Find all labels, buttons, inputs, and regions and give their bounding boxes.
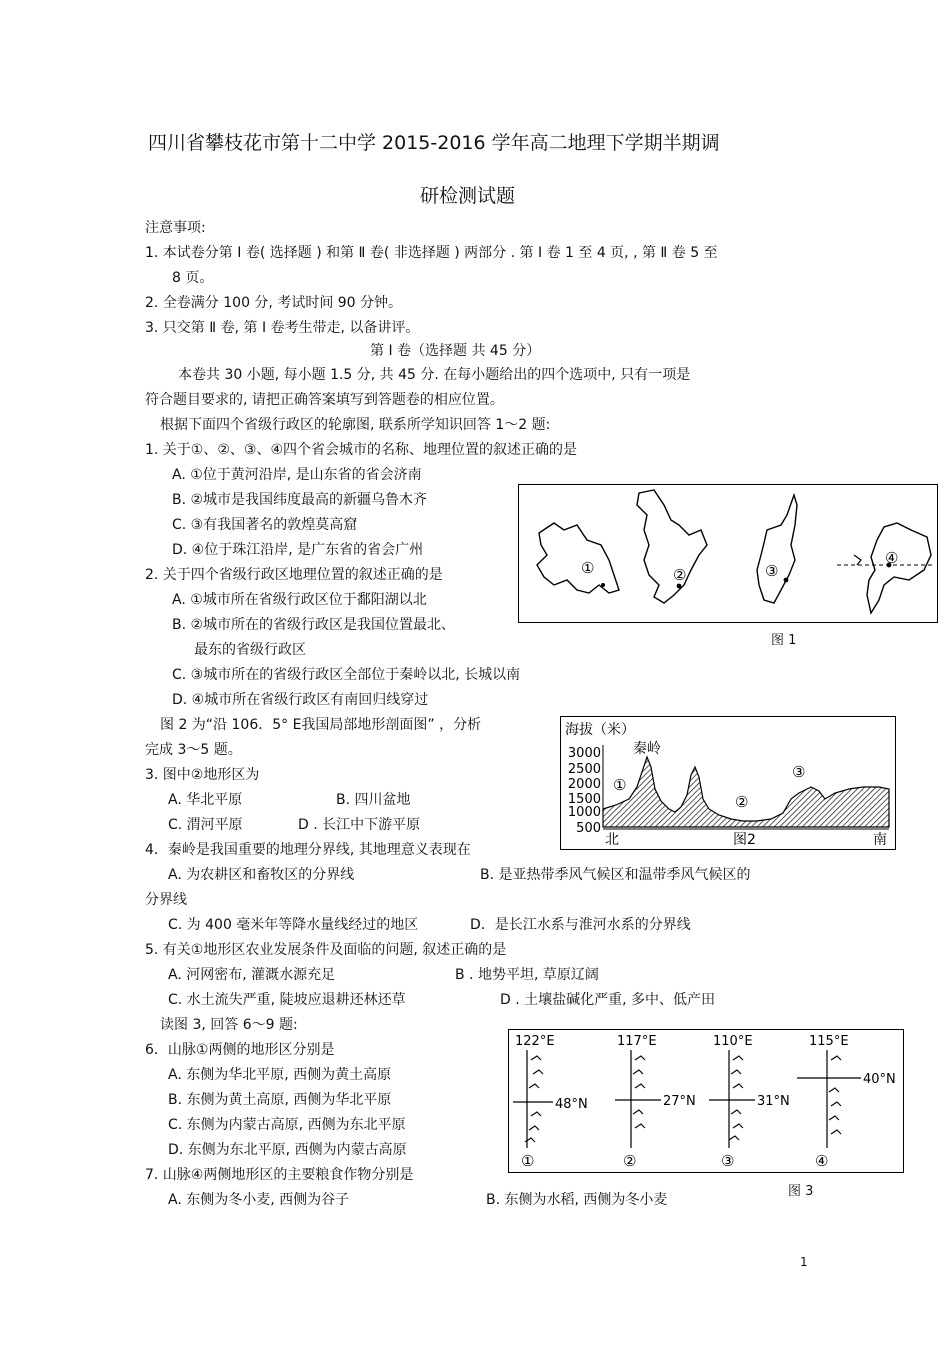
figure-1-caption: 图 1 [771, 633, 797, 648]
note-3: 3. 只交第 Ⅱ 卷, 第 Ⅰ 卷考生带走, 以备讲评。 [145, 320, 420, 336]
lead-q3-5: 图 2 为“沿 106．5° E我国局部地形剖面图” ，分析 [160, 717, 482, 733]
q5-option-b: B . 地势平坦, 草原辽阔 [455, 967, 599, 983]
q4-option-b: B. 是亚热带季风气候区和温带季风气候区的 [480, 867, 751, 883]
fig3-lon-4: 115°E [809, 1034, 849, 1049]
q1-option-a: A. ①位于黄河沿岸, 是山东省的省会济南 [172, 467, 422, 483]
section-heading: 第 Ⅰ 卷（选择题 共 45 分） [370, 343, 541, 359]
fig3-lat-1: 48°N [555, 1097, 588, 1112]
figure-2-terrain-profile [560, 716, 896, 850]
figure-3-mountain-ranges [508, 1029, 904, 1173]
fig3-lat-3: 31°N [757, 1094, 790, 1109]
fig2-caption: 图2 [733, 832, 756, 848]
fig2-qinling-label: 秦岭 [633, 741, 661, 757]
q2-option-c: C. ③城市所在的省级行政区全部位于秦岭以北, 长城以南 [172, 667, 521, 683]
section-intro: 本卷共 30 小题, 每小题 1.5 分, 共 45 分. 在每小题给出的四个选项中, 只有一项是 [178, 367, 691, 383]
fig1-label-1: ① [581, 559, 595, 577]
note-1-cont: 8 页。 [172, 270, 214, 286]
fig2-south: 南 [873, 832, 887, 848]
fig1-label-4: ④ [885, 549, 899, 567]
outline-province-3 [757, 495, 797, 603]
q1-option-c: C. ③有我国著名的敦煌莫高窟 [172, 517, 358, 533]
fig2-profile [603, 757, 889, 827]
q5-option-c: C. 水土流失严重, 陡坡应退耕还林还草 [168, 992, 406, 1008]
fig1-label-2: ② [673, 566, 687, 584]
fig3-label-2: ② [623, 1152, 637, 1170]
figure-3-caption: 图 3 [788, 1184, 814, 1199]
q3-stem: 3. 图中②地形区为 [145, 767, 260, 783]
lead-q6-9: 读图 3, 回答 6～9 题: [160, 1017, 298, 1033]
q2-option-b: B. ②城市所在的省级行政区是我国位置最北、 [172, 617, 456, 633]
fig2-tick-3000: 3000 [567, 746, 601, 761]
fig2-tick-500: 500 [576, 821, 601, 836]
q6-option-c: C. 东侧为内蒙古高原, 西侧为东北平原 [168, 1117, 406, 1133]
q6-option-b: B. 东侧为黄土高原, 西侧为华北平原 [168, 1092, 392, 1108]
q4-option-b-cont: 分界线 [145, 892, 187, 908]
q7-option-b: B. 东侧为水稻, 西侧为冬小麦 [486, 1192, 668, 1208]
fig2-tick-1500: 1500 [567, 792, 601, 807]
q4-option-c: C. 为 400 毫米年等降水量线经过的地区 [168, 917, 419, 933]
fig3-label-1: ① [521, 1152, 535, 1170]
q7-stem: 7. 山脉④两侧地形区的主要粮食作物分别是 [145, 1167, 414, 1183]
fig3-lat-2: 27°N [663, 1094, 696, 1109]
fig2-north: 北 [605, 832, 619, 848]
lead-q1-2: 根据下面四个省级行政区的轮廓图, 联系所学知识回答 1～2 题: [160, 417, 551, 433]
fig2-label-3: ③ [792, 763, 806, 781]
fig3-label-3: ③ [721, 1152, 735, 1170]
title-line-1: 四川省攀枝花市第十二中学 2015-2016 学年高二地理下学期半期调 [148, 132, 720, 154]
note-1: 1. 本试卷分第 Ⅰ 卷( 选择题 ) 和第 Ⅱ 卷( 非选择题 ) 两部分 . 第 Ⅰ 卷 1 至 4 页, , 第 Ⅱ 卷 5 至 [145, 245, 718, 261]
q3-option-a: A. 华北平原 [168, 792, 243, 808]
page-number: 1 [800, 1255, 808, 1269]
fig2-tick-1000: 1000 [567, 805, 601, 820]
q2-option-b-cont: 最东的省级行政区 [194, 642, 306, 658]
q1-option-d: D. ④位于珠江沿岸, 是广东省的省会广州 [172, 542, 424, 558]
fig1-label-3: ③ [765, 562, 779, 580]
q5-option-d: D . 土壤盐碱化严重, 多中、低产田 [500, 992, 716, 1008]
section-intro-cont: 符合题目要求的, 请把正确答案填写到答题卷的相应位置。 [145, 392, 504, 408]
note-2: 2. 全卷满分 100 分, 考试时间 90 分钟。 [145, 295, 403, 311]
q2-stem: 2. 关于四个省级行政区地理位置的叙述正确的是 [145, 567, 443, 583]
fig3-lat-4: 40°N [863, 1072, 896, 1087]
fig3-lon-1: 122°E [515, 1034, 555, 1049]
figure-1-province-outlines [518, 484, 938, 623]
q1-stem: 1. 关于①、②、③、④四个省会城市的名称、地理位置的叙述正确的是 [145, 442, 578, 458]
q4-stem: 4．秦岭是我国重要的地理分界线, 其地理意义表现在 [145, 842, 471, 858]
q6-option-d: D. 东侧为东北平原, 西侧为内蒙古高原 [168, 1142, 407, 1158]
fig2-tick-2000: 2000 [567, 777, 601, 792]
fig3-lon-2: 117°E [617, 1034, 657, 1049]
fig2-label-2: ② [735, 793, 749, 811]
q6-stem: 6．山脉①两侧的地形区分别是 [145, 1042, 335, 1058]
q3-option-d: D . 长江中下游平原 [298, 817, 421, 833]
fig2-label-1: ① [613, 776, 627, 794]
fig2-y-title: 海拔（米） [565, 722, 635, 738]
lead-q3-5-cont: 完成 3～5 题。 [145, 742, 242, 758]
notes-heading: 注意事项: [145, 220, 206, 236]
q3-option-b: B. 四川盆地 [336, 792, 411, 808]
title-line-2: 研检测试题 [420, 185, 516, 207]
q5-option-a: A. 河网密布, 灌溉水源充足 [168, 967, 336, 983]
fig2-tick-2500: 2500 [567, 762, 601, 777]
q4-option-d: D．是长江水系与淮河水系的分界线 [470, 917, 691, 933]
outline-province-2 [637, 490, 707, 603]
q6-option-a: A. 东侧为华北平原, 西侧为黄土高原 [168, 1067, 392, 1083]
q7-option-a: A. 东侧为冬小麦, 西侧为谷子 [168, 1192, 350, 1208]
fig3-label-4: ④ [815, 1152, 829, 1170]
q4-option-a: A. 为农耕区和畜牧区的分界线 [168, 867, 355, 883]
q1-option-b: B. ②城市是我国纬度最高的新疆乌鲁木齐 [172, 492, 428, 508]
q2-option-a: A. ①城市所在省级行政区位于鄱阳湖以北 [172, 592, 427, 608]
outline-province-4 [867, 523, 931, 613]
q3-option-c: C. 渭河平原 [168, 817, 243, 833]
q5-stem: 5. 有关①地形区农业发展条件及面临的问题, 叙述正确的是 [145, 942, 507, 958]
outline-province-1 [537, 523, 619, 593]
q2-option-d: D. ④城市所在省级行政区有南回归线穿过 [172, 692, 429, 708]
fig3-lon-3: 110°E [713, 1034, 753, 1049]
